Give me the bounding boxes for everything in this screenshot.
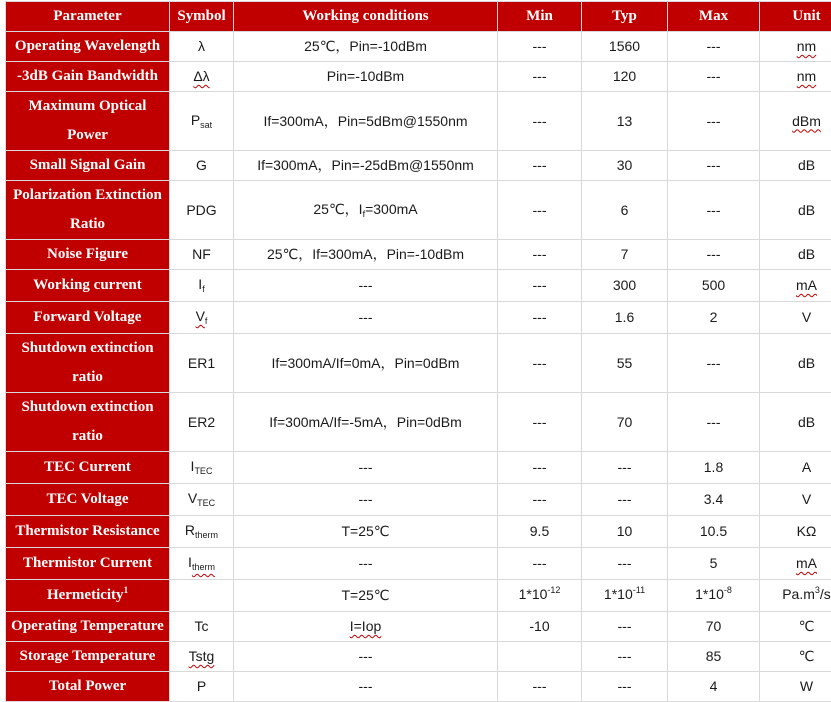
unit-cell: [760, 548, 831, 580]
param-cell: Forward Voltage: [6, 302, 170, 334]
param-cell: TEC Current: [6, 452, 170, 484]
max-cell: 70: [668, 612, 760, 642]
header-unit: Unit: [760, 2, 831, 32]
typ-cell: [582, 580, 668, 612]
unit-cell: dB: [760, 151, 831, 181]
unit-cell: KΩ: [760, 516, 831, 548]
table-row: [6, 240, 831, 270]
param-cell: Small Signal Gain: [6, 151, 170, 181]
min-cell: [498, 642, 582, 672]
typ-cell: 7: [582, 240, 668, 270]
symbol-cell: [170, 516, 234, 548]
unit-cell: [760, 32, 831, 62]
param-cell: Shutdown extinction ratio: [6, 334, 170, 393]
table-row: [6, 612, 831, 642]
symbol-cell: [170, 452, 234, 484]
condition-text-b: =300mA: [365, 200, 418, 217]
max-cell: ---: [668, 240, 760, 270]
symbol-cell: Tc: [170, 612, 234, 642]
min-cell: ---: [498, 334, 582, 393]
table-row: [6, 452, 831, 484]
condition-cell: If=300mA/If=0mA，Pin=0dBm: [234, 334, 498, 393]
unit-cell: ℃: [760, 612, 831, 642]
max-cell: ---: [668, 181, 760, 240]
typ-text: 1*10: [603, 586, 633, 602]
min-cell: [498, 580, 582, 612]
min-cell: ---: [498, 393, 582, 452]
unit-text: mA: [796, 277, 817, 293]
max-exponent: -8: [723, 585, 732, 595]
max-cell: [668, 580, 760, 612]
condition-cell: ---: [234, 452, 498, 484]
max-cell: 5: [668, 548, 760, 580]
table-row: [6, 672, 831, 702]
condition-cell: 25℃，Pin=-10dBm: [234, 32, 498, 62]
max-cell: 2: [668, 302, 760, 334]
min-cell: ---: [498, 92, 582, 151]
symbol-cell: [170, 548, 234, 580]
max-cell: 1.8: [668, 452, 760, 484]
condition-cell: If=300mA，Pin=5dBm@1550nm: [234, 92, 498, 151]
symbol-main: P: [190, 111, 201, 128]
table-row: [6, 270, 831, 302]
condition-text-a: 25℃，I: [313, 200, 363, 217]
typ-cell: ---: [582, 642, 668, 672]
table-row: [6, 484, 831, 516]
table-row: [6, 642, 831, 672]
max-cell: ---: [668, 151, 760, 181]
symbol-main: I: [198, 276, 203, 292]
unit-cell: V: [760, 302, 831, 334]
condition-cell: If=300mA，Pin=-25dBm@1550nm: [234, 151, 498, 181]
min-cell: ---: [498, 672, 582, 702]
header-min: Min: [498, 2, 582, 32]
param-cell: TEC Voltage: [6, 484, 170, 516]
min-cell: ---: [498, 548, 582, 580]
unit-cell: dB: [760, 240, 831, 270]
condition-cell: ---: [234, 672, 498, 702]
symbol-main: V: [195, 308, 205, 324]
unit-cell: W: [760, 672, 831, 702]
symbol-text: Tstg: [188, 648, 215, 664]
symbol-subscript: TEC: [197, 498, 216, 508]
param-cell: Polarization Extinction Ratio: [6, 181, 170, 240]
symbol-text: Δλ: [193, 68, 210, 84]
symbol-main: R: [184, 522, 196, 538]
symbol-cell: NF: [170, 240, 234, 270]
symbol-subscript: TEC: [194, 466, 213, 476]
unit-cell: ℃: [760, 642, 831, 672]
symbol-cell: [170, 62, 234, 92]
table-row: [6, 393, 831, 452]
param-cell: -3dB Gain Bandwidth: [6, 62, 170, 92]
max-cell: ---: [668, 393, 760, 452]
max-text: 1*10: [695, 586, 724, 602]
max-cell: ---: [668, 32, 760, 62]
symbol-cell: [170, 270, 234, 302]
min-cell: -10: [498, 612, 582, 642]
symbol-cell: G: [170, 151, 234, 181]
header-row: [6, 2, 831, 32]
param-cell: Shutdown extinction ratio: [6, 393, 170, 452]
table-row: [6, 302, 831, 334]
unit-cell: dB: [760, 181, 831, 240]
symbol-cell: P: [170, 672, 234, 702]
condition-text: I=Iop: [349, 618, 382, 634]
typ-cell: 30: [582, 151, 668, 181]
typ-cell: 55: [582, 334, 668, 393]
min-cell: ---: [498, 181, 582, 240]
symbol-main: I: [190, 458, 195, 474]
header-typ: Typ: [582, 2, 668, 32]
typ-cell: ---: [582, 452, 668, 484]
param-cell: Working current: [6, 270, 170, 302]
symbol-cell: [170, 92, 234, 151]
min-cell: ---: [498, 270, 582, 302]
unit-text: nm: [796, 68, 817, 84]
table-row: [6, 32, 831, 62]
typ-cell: 70: [582, 393, 668, 452]
unit-cell: V: [760, 484, 831, 516]
param-cell: Storage Temperature: [6, 642, 170, 672]
condition-cell: 25℃，If=300mA，Pin=-10dBm: [234, 240, 498, 270]
max-cell: 85: [668, 642, 760, 672]
condition-cell: ---: [234, 302, 498, 334]
spec-table: [5, 1, 831, 702]
min-cell: ---: [498, 62, 582, 92]
condition-cell: ---: [234, 484, 498, 516]
typ-cell: ---: [582, 484, 668, 516]
condition-cell: [234, 181, 498, 240]
header-working-conditions: Working conditions: [234, 2, 498, 32]
unit-cell: dB: [760, 334, 831, 393]
typ-cell: 300: [582, 270, 668, 302]
symbol-cell: [170, 642, 234, 672]
min-cell: ---: [498, 302, 582, 334]
symbol-subscript: sat: [200, 119, 213, 130]
condition-cell: ---: [234, 548, 498, 580]
table-row: [6, 62, 831, 92]
symbol-cell: [170, 580, 234, 612]
unit-cell: [760, 580, 831, 612]
typ-cell: 6: [582, 181, 668, 240]
unit-text: Pa.m: [782, 586, 815, 602]
table-row: [6, 92, 831, 151]
symbol-main: I: [188, 554, 192, 570]
min-text: 1*10: [518, 586, 548, 602]
condition-cell: [234, 612, 498, 642]
symbol-cell: [170, 302, 234, 334]
header-parameter: Parameter: [6, 2, 170, 32]
unit-cell: [760, 92, 831, 151]
unit-cell: A: [760, 452, 831, 484]
param-cell: Total Power: [6, 672, 170, 702]
unit-cell: [760, 270, 831, 302]
symbol-cell: λ: [170, 32, 234, 62]
table-row: [6, 580, 831, 612]
condition-cell: If=300mA/If=-5mA，Pin=0dBm: [234, 393, 498, 452]
symbol-cell: ER1: [170, 334, 234, 393]
condition-cell: T=25℃: [234, 580, 498, 612]
symbol-subscript: therm: [195, 530, 219, 540]
typ-cell: 13: [582, 92, 668, 151]
min-cell: ---: [498, 240, 582, 270]
max-cell: ---: [668, 62, 760, 92]
table-row: [6, 334, 831, 393]
unit-text: dBm: [792, 112, 821, 129]
min-cell: ---: [498, 151, 582, 181]
max-cell: 4: [668, 672, 760, 702]
typ-cell: 120: [582, 62, 668, 92]
unit-cell: dB: [760, 393, 831, 452]
max-cell: ---: [668, 92, 760, 151]
min-cell: ---: [498, 484, 582, 516]
condition-cell: Pin=-10dBm: [234, 62, 498, 92]
typ-exponent: -11: [632, 585, 646, 595]
symbol-cell: ER2: [170, 393, 234, 452]
footnote-marker: 1: [123, 584, 129, 595]
symbol-cell: PDG: [170, 181, 234, 240]
param-text: Hermeticity: [46, 586, 124, 603]
header-symbol: Symbol: [170, 2, 234, 32]
condition-cell: ---: [234, 270, 498, 302]
typ-cell: 1.6: [582, 302, 668, 334]
symbol-cell: [170, 484, 234, 516]
max-cell: 3.4: [668, 484, 760, 516]
param-cell: Thermistor Current: [6, 548, 170, 580]
condition-subscript: f: [362, 208, 366, 219]
param-cell: [6, 580, 170, 612]
param-cell: Noise Figure: [6, 240, 170, 270]
param-cell: Thermistor Resistance: [6, 516, 170, 548]
header-max: Max: [668, 2, 760, 32]
condition-cell: T=25℃: [234, 516, 498, 548]
unit-text: mA: [796, 555, 817, 571]
min-exponent: -12: [547, 585, 561, 595]
table-row: [6, 548, 831, 580]
condition-cell: ---: [234, 642, 498, 672]
min-cell: ---: [498, 32, 582, 62]
max-cell: 500: [668, 270, 760, 302]
typ-cell: ---: [582, 612, 668, 642]
typ-cell: ---: [582, 672, 668, 702]
symbol-subscript: f: [202, 284, 205, 294]
symbol-subscript: therm: [191, 562, 215, 572]
max-cell: ---: [668, 334, 760, 393]
table-row: [6, 151, 831, 181]
min-cell: 9.5: [498, 516, 582, 548]
typ-cell: 1560: [582, 32, 668, 62]
symbol-subscript: f: [204, 316, 208, 326]
param-cell: Maximum Optical Power: [6, 92, 170, 151]
typ-cell: ---: [582, 548, 668, 580]
typ-cell: 10: [582, 516, 668, 548]
symbol-main: V: [187, 490, 198, 506]
table-row: [6, 516, 831, 548]
unit-exponent: 3: [814, 585, 820, 595]
unit-cell: [760, 62, 831, 92]
min-cell: ---: [498, 452, 582, 484]
unit-tail: /s: [819, 586, 831, 602]
table-row: [6, 181, 831, 240]
max-cell: 10.5: [668, 516, 760, 548]
param-cell: Operating Temperature: [6, 612, 170, 642]
param-cell: Operating Wavelength: [6, 32, 170, 62]
unit-text: nm: [796, 38, 817, 54]
